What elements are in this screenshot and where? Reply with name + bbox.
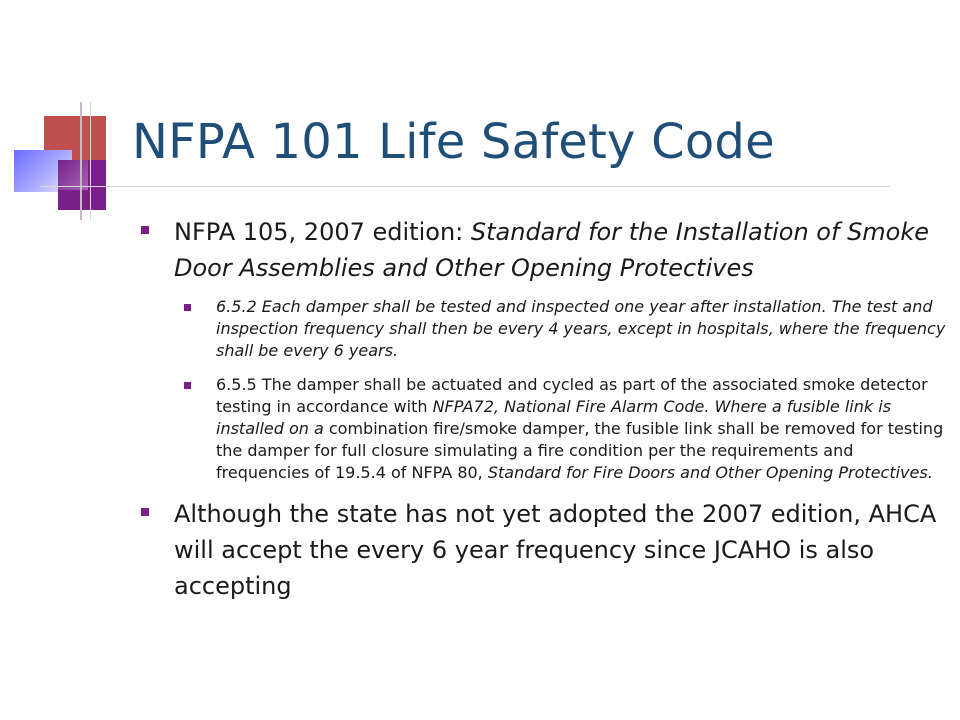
slide-title: NFPA 101 Life Safety Code <box>132 114 775 170</box>
bullet-ahca-text: Although the state has not yet adopted the 2007 edition, AHCA will accept the every 6 year frequency since JCAHO is also accepting <box>174 500 937 600</box>
bullet-prefix: NFPA 105, 2007 edition: <box>174 218 471 246</box>
bullet-ahca <box>140 496 940 604</box>
decor-vertical-line-thin <box>90 102 91 220</box>
subbullet-652 <box>182 296 946 362</box>
subbullet-655 <box>182 374 946 484</box>
subbullet-655-italic-1: NFPA72, National Fire Alarm Code. Where a fusible link is installed on a <box>216 397 892 438</box>
subbullet-655-italic-2: Standard for Fire Doors and Other Opening Protectives. <box>487 463 933 482</box>
square-bullet-icon <box>141 508 149 516</box>
subbullet-655-text-1: 6.5.5 The damper shall be actuated and cycled as part of the associated smoke detector testing in accordance with <box>216 375 928 416</box>
bullet-nfpa105 <box>140 214 940 286</box>
title-divider-line <box>40 186 890 187</box>
square-bullet-icon <box>184 304 191 311</box>
subbullet-655-text-2: combination fire/smoke damper, the fusible link shall be removed for testing the damper for full closure simulating a fire condition per the requirements and frequencies of 19.5.4 of NFPA 80, <box>216 419 944 482</box>
standard-title: Standard for the Installation of Smoke Door Assemblies and Other Opening Protectives <box>174 218 930 282</box>
decor-vertical-line <box>80 102 82 220</box>
slide-body <box>140 214 946 614</box>
square-bullet-icon <box>184 382 191 389</box>
square-bullet-icon <box>141 226 149 234</box>
subbullet-652-text: 6.5.2 Each damper shall be tested and inspected one year after installation. The test and inspection frequency shall then be every 4 years, except in hospitals, where the frequency shall be every 6 years. <box>216 297 946 360</box>
